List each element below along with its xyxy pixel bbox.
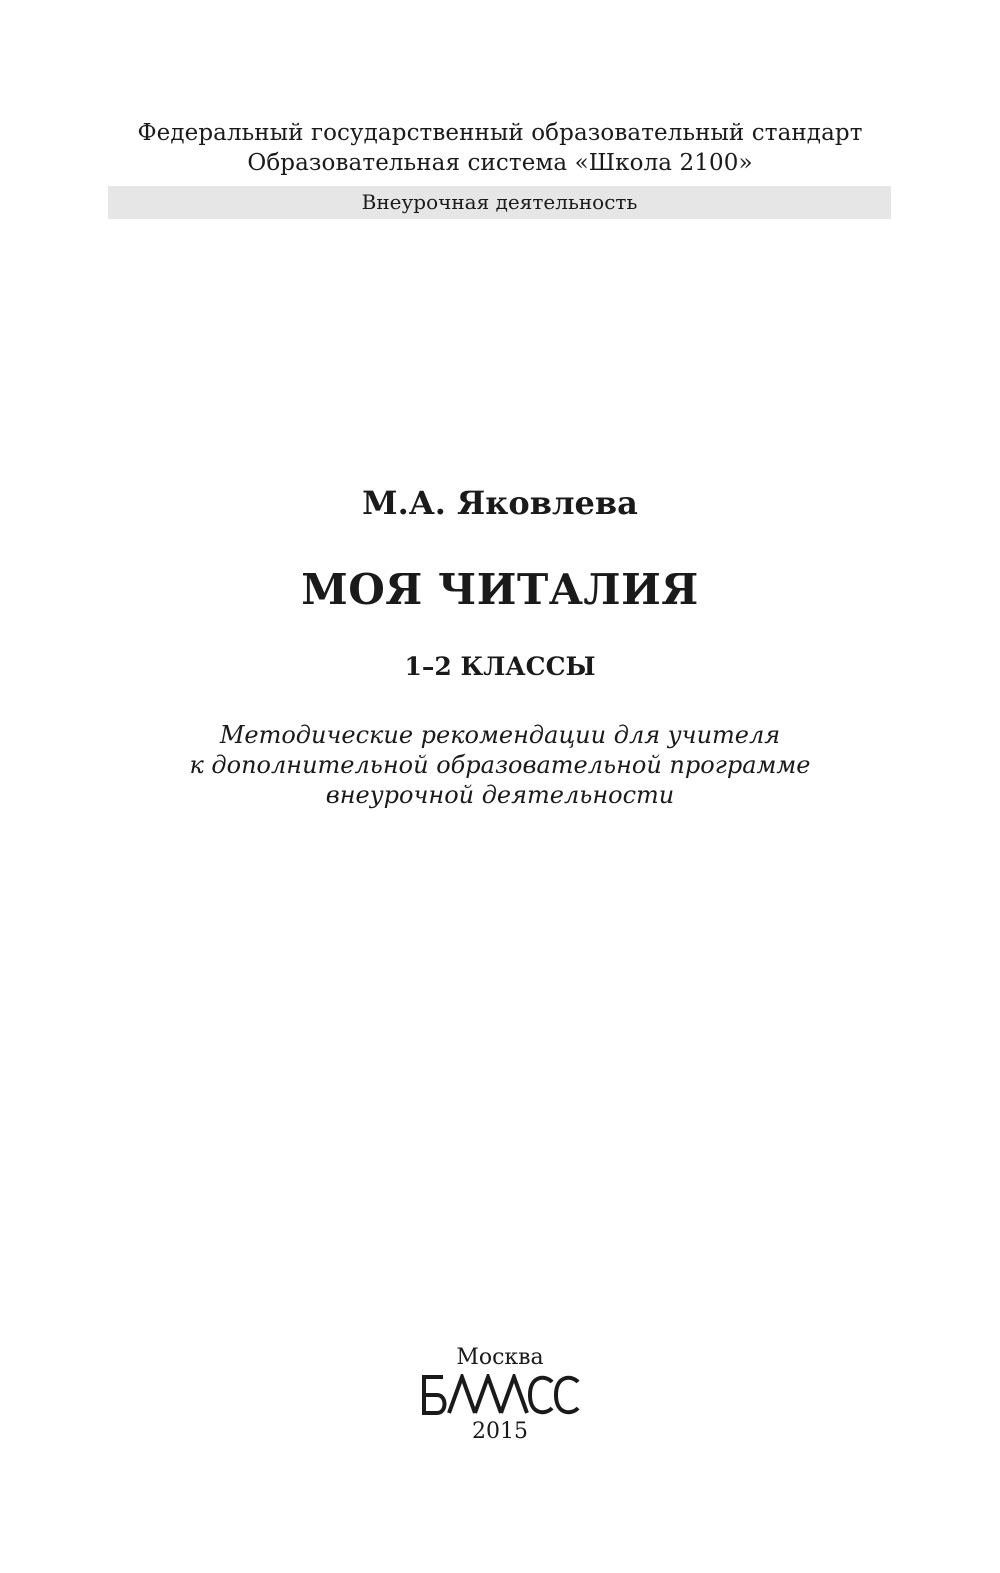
education-system-line: Образовательная система «Школа 2100»: [247, 150, 753, 176]
description-line: Методические рекомендации для учителя: [219, 721, 781, 749]
publication-city: Москва: [456, 1345, 544, 1370]
standard-line: Федеральный государственный образовательный стандарт: [137, 120, 863, 146]
author-name: М.А. Яковлева: [362, 484, 638, 522]
description-line: к дополнительной образовательной программе: [189, 751, 811, 779]
standard-header: [0, 118, 1000, 178]
grades-label: 1–2 КЛАССЫ: [404, 652, 596, 681]
description-line: внеурочной деятельности: [325, 781, 675, 809]
series-bar: Внеурочная деятельность: [108, 186, 891, 219]
publisher-logo: [419, 1374, 581, 1416]
description-block: [0, 720, 1000, 810]
book-title: МОЯ ЧИТАЛИЯ: [301, 565, 699, 614]
publication-year: 2015: [472, 1419, 528, 1444]
